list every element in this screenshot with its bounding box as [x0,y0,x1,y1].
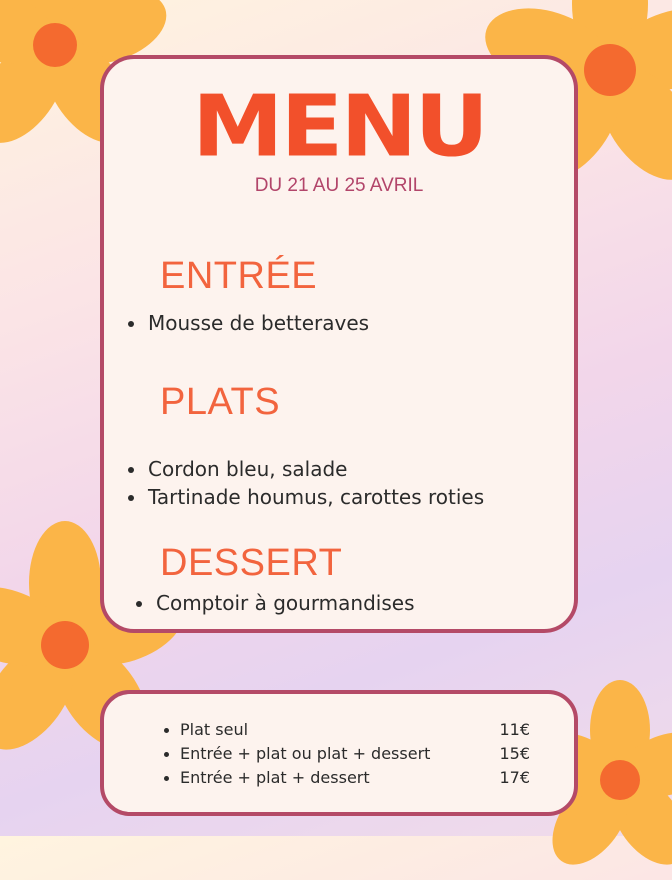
price-label: Entrée + plat ou plat + dessert [180,744,431,763]
list-item: Comptoir à gourmandises [134,589,415,617]
menu-title: MENU [191,77,487,176]
entree-list [126,309,369,337]
price-label: Plat seul [180,720,249,739]
dessert-list [134,589,415,617]
section-heading-dessert: DESSERT [160,542,343,584]
price-value: 11€ [499,720,530,739]
menu-dates: DU 21 AU 25 AVRIL [254,175,424,196]
price-value: 17€ [499,768,530,787]
price-value: 15€ [499,744,530,763]
list-item: Cordon bleu, salade [126,455,484,483]
list-item: Tartinade houmus, carottes roties [126,483,484,511]
price-label: Entrée + plat + dessert [180,768,370,787]
price-row [162,768,530,791]
price-row [162,744,530,767]
price-card [100,690,578,816]
price-row [162,720,530,743]
menu-card [100,55,578,633]
plats-list [126,455,484,511]
section-heading-entree: ENTRÉE [160,255,318,297]
list-item: Mousse de betteraves [126,309,369,337]
section-heading-plats: PLATS [160,381,281,423]
